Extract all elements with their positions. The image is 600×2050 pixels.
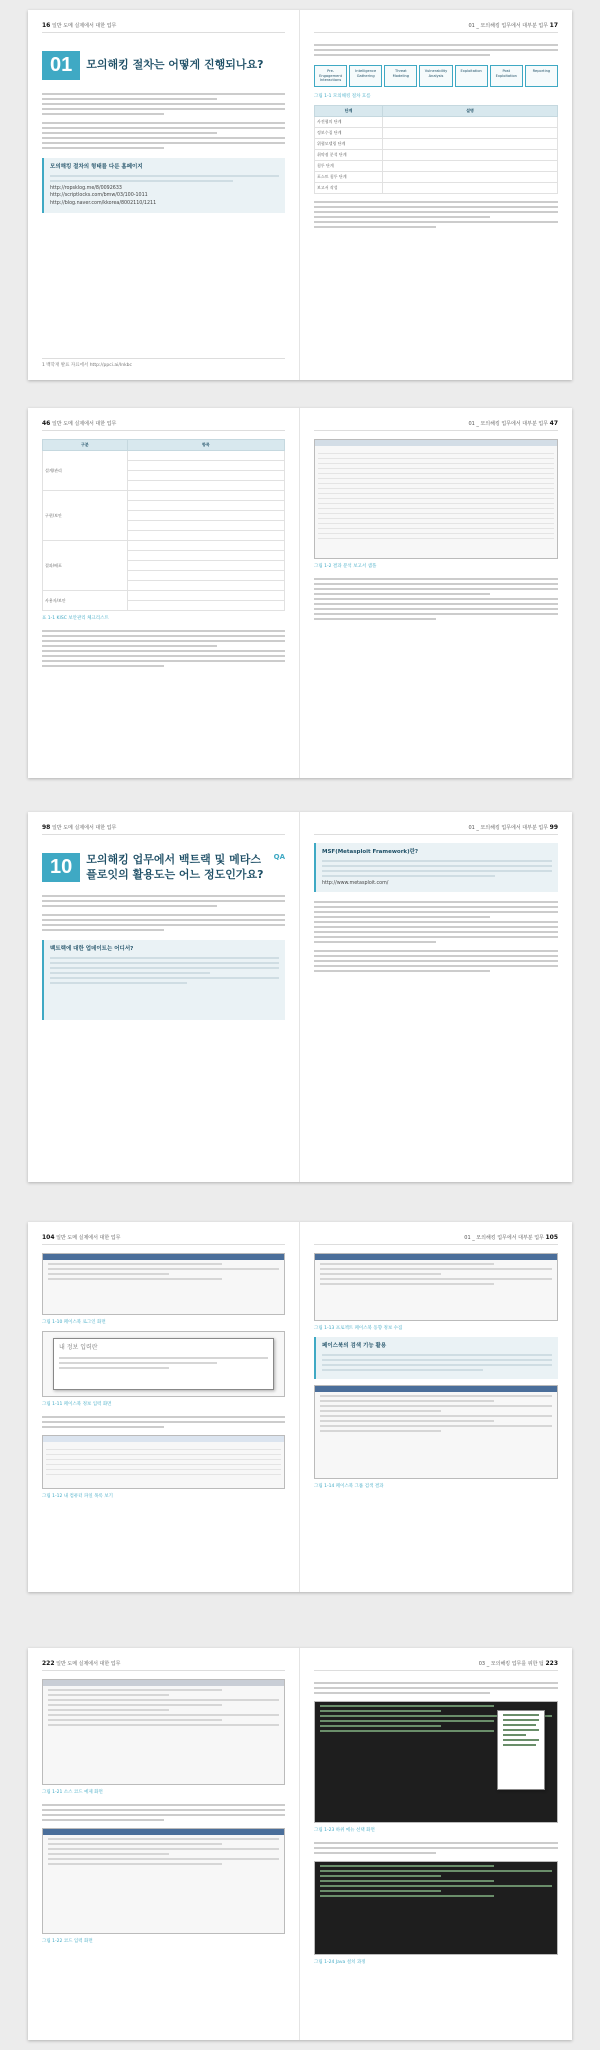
page-223 (300, 1648, 572, 2040)
page-104 (28, 1222, 300, 1592)
table-row: 결과/배포 (43, 541, 285, 551)
table-row: 사전협의 단계 (315, 117, 558, 128)
running-title: 01 _ 모의해킹 업무에서 대부분 업무 (468, 825, 549, 831)
file-list-screenshot (42, 1435, 285, 1489)
figure-caption: 그림 1-21 소스 코드 예제 화면 (42, 1790, 103, 1795)
flow-step-7: Reporting (525, 65, 558, 87)
body-text-block (42, 892, 285, 934)
page-number: 99 (549, 824, 558, 831)
page-number: 17 (549, 22, 558, 29)
running-title: 일반 도메 실제에서 대한 업무 (56, 1661, 121, 1667)
running-title: 01 _ 모의해킹 업무에서 대부분 업무 (464, 1235, 544, 1241)
table-row: 침투 단계 (315, 161, 558, 172)
running-title: 일반 도메 실제에서 대한 업무 (51, 825, 117, 831)
running-header (42, 22, 285, 33)
page-99 (300, 812, 572, 1182)
running-header (42, 824, 285, 835)
table-header-item: 항목 (127, 440, 284, 451)
table-caption: 표 1-1 KISC 보안관리 체크리스트 (42, 616, 109, 621)
running-header (42, 1234, 285, 1245)
running-title: 01 _ 모의해킹 업무에서 대부분 업무 (468, 421, 549, 427)
chapter-heading (42, 853, 285, 882)
figure-caption: 그림 1-24 Java 설치 과정 (314, 1960, 366, 1965)
page-222 (28, 1648, 300, 2040)
page-number: 47 (549, 420, 558, 427)
footnote: 1 백학재 발표 자료에서 http://ppci.ai/Inkbc (42, 358, 285, 368)
figure-caption: 그림 1-23 하위 메뉴 선택 화면 (314, 1828, 375, 1833)
chapter-heading (42, 51, 285, 80)
figure-caption: 그림 1-11 페이스북 정보 입력 화면 (42, 1402, 112, 1407)
flow-step-3: Threat Modeling (384, 65, 417, 87)
info-box (314, 1337, 558, 1379)
figure-caption: 그림 1-1 모의해킹 절차 흐름 (314, 94, 371, 100)
body-text-block (314, 41, 558, 59)
table-header-category: 구분 (43, 440, 128, 451)
table-row: 취약점 분석 단계 (315, 150, 558, 161)
chapter-number: 01 (42, 51, 80, 80)
info-link-3[interactable]: http://blog.naver.com/kkorea/8002110/1211 (50, 201, 157, 207)
facebook-group-screenshot (314, 1385, 558, 1479)
info-link-1[interactable]: http://ropsklog.me/8/0092633 (50, 185, 122, 191)
facebook-login-screenshot (42, 1253, 285, 1315)
spread-1 (28, 10, 572, 380)
running-header (42, 1660, 285, 1671)
page-17 (300, 10, 572, 380)
running-title: 01 _ 모의해킹 업무에서 대부분 업무 (468, 23, 549, 29)
page-46 (28, 408, 300, 778)
running-header (314, 824, 558, 835)
flow-step-4: Vulnerability Analysis (419, 65, 452, 87)
running-header (314, 1660, 558, 1671)
body-text-block (42, 1413, 285, 1431)
figure-caption: 그림 1-14 페이스북 그룹 검색 결과 (314, 1483, 384, 1489)
info-box (42, 158, 285, 213)
body-text-block (42, 1801, 285, 1824)
chapter-title: 모의해킹 절차는 어떻게 진행되나요? (86, 58, 264, 72)
figure-caption: 그림 1-22 코드 입력 화면 (42, 1939, 93, 1944)
body-text-block (42, 90, 285, 152)
page-number: 223 (545, 1660, 558, 1667)
info-box (42, 940, 285, 1020)
phase-table (314, 105, 558, 194)
report-screenshot (314, 439, 558, 559)
spread-4 (28, 1222, 572, 1592)
page-number: 105 (545, 1234, 558, 1241)
page-16 (28, 10, 300, 380)
body-text-block (314, 198, 558, 231)
info-link[interactable]: http://www.metasploit.com/ (322, 880, 389, 886)
running-title: 일반 도메 실제에서 대한 업무 (56, 1235, 121, 1241)
body-text-block (314, 1679, 558, 1697)
code-input-screenshot (42, 1828, 285, 1934)
running-title: 03 _ 모의해킹 업무를 위한 팁 (478, 1661, 544, 1667)
running-title: 일반 도메 실제에서 대한 업무 (51, 23, 117, 29)
page-number: 98 (42, 824, 51, 831)
page-number: 16 (42, 22, 51, 29)
facebook-profile-screenshot (314, 1253, 558, 1321)
running-header (314, 420, 558, 431)
info-box (314, 843, 558, 892)
body-text-block (314, 898, 558, 975)
body-text-block (314, 575, 558, 623)
figure-caption: 그림 1-10 페이스북 로그인 화면 (42, 1320, 106, 1325)
flow-step-2: Intelligence Gathering (349, 65, 382, 87)
info-box-title: MSF(Metasploit Framework)란? (322, 849, 419, 855)
running-header (42, 420, 285, 431)
page-number: 104 (42, 1234, 55, 1241)
figure-caption: 그림 1-13 프로젝트 페이스북 동향 정보 수집 (314, 1326, 403, 1331)
table-header-phase: 단계 (315, 106, 383, 117)
chapter-number: 10 (42, 853, 80, 882)
spread-2 (28, 408, 572, 778)
facebook-info-screenshot (42, 1331, 285, 1397)
qa-label: QA (273, 853, 285, 861)
dialog-title: 내 정보 입력란 (59, 1344, 98, 1351)
table-row: 구현/보안 (43, 491, 285, 501)
table-row: 사용자/보안 (43, 591, 285, 601)
page-47 (300, 408, 572, 778)
info-link-2[interactable]: http://scriptlocks.com/bmw/03/100-1011 (50, 193, 148, 199)
table-row: 설계/관리 (43, 451, 285, 461)
figure-caption: 그림 1-12 내 컴퓨터 파일 목록 보기 (42, 1494, 113, 1499)
page-98 (28, 812, 300, 1182)
page-number: 222 (42, 1660, 55, 1667)
chapter-title: 모의해킹 업무에서 백트랙 및 메타스플로잇의 활용도는 어느 정도인가요? (86, 853, 264, 881)
table-row: 위협모델링 단계 (315, 139, 558, 150)
running-title: 일반 도메 실제에서 대한 업무 (51, 421, 117, 427)
flow-step-6: Post Exploitation (490, 65, 523, 87)
table-header-desc: 설명 (383, 106, 558, 117)
info-box-title: 페이스북의 검색 기능 활용 (322, 1343, 387, 1349)
info-box-title: 모의해킹 절차의 형태를 다룬 홈페이지 (50, 164, 143, 170)
flow-step-5: Exploitation (455, 65, 488, 87)
checklist-table (42, 439, 285, 611)
java-install-screenshot (314, 1861, 558, 1955)
table-row: 보고서 작성 (315, 183, 558, 194)
code-editor-screenshot (42, 1679, 285, 1785)
table-row: 정보수집 단계 (315, 128, 558, 139)
page-number: 46 (42, 420, 51, 427)
body-text-block (314, 1839, 558, 1857)
figure-caption: 그림 1-2 결과 분석 보고서 샘플 (314, 564, 377, 569)
process-flow (314, 65, 558, 87)
info-box-title: 백트랙에 대한 업데이트는 어디서? (50, 946, 134, 952)
spread-5 (28, 1648, 572, 2040)
running-header (314, 1234, 558, 1245)
page-105 (300, 1222, 572, 1592)
terminal-menu-screenshot (314, 1701, 558, 1823)
flow-step-1: Pre-Engagement Interactions (314, 65, 347, 87)
table-row: 포스트 침투 단계 (315, 172, 558, 183)
body-text-block (42, 627, 285, 670)
running-header (314, 22, 558, 33)
spread-3 (28, 812, 572, 1182)
